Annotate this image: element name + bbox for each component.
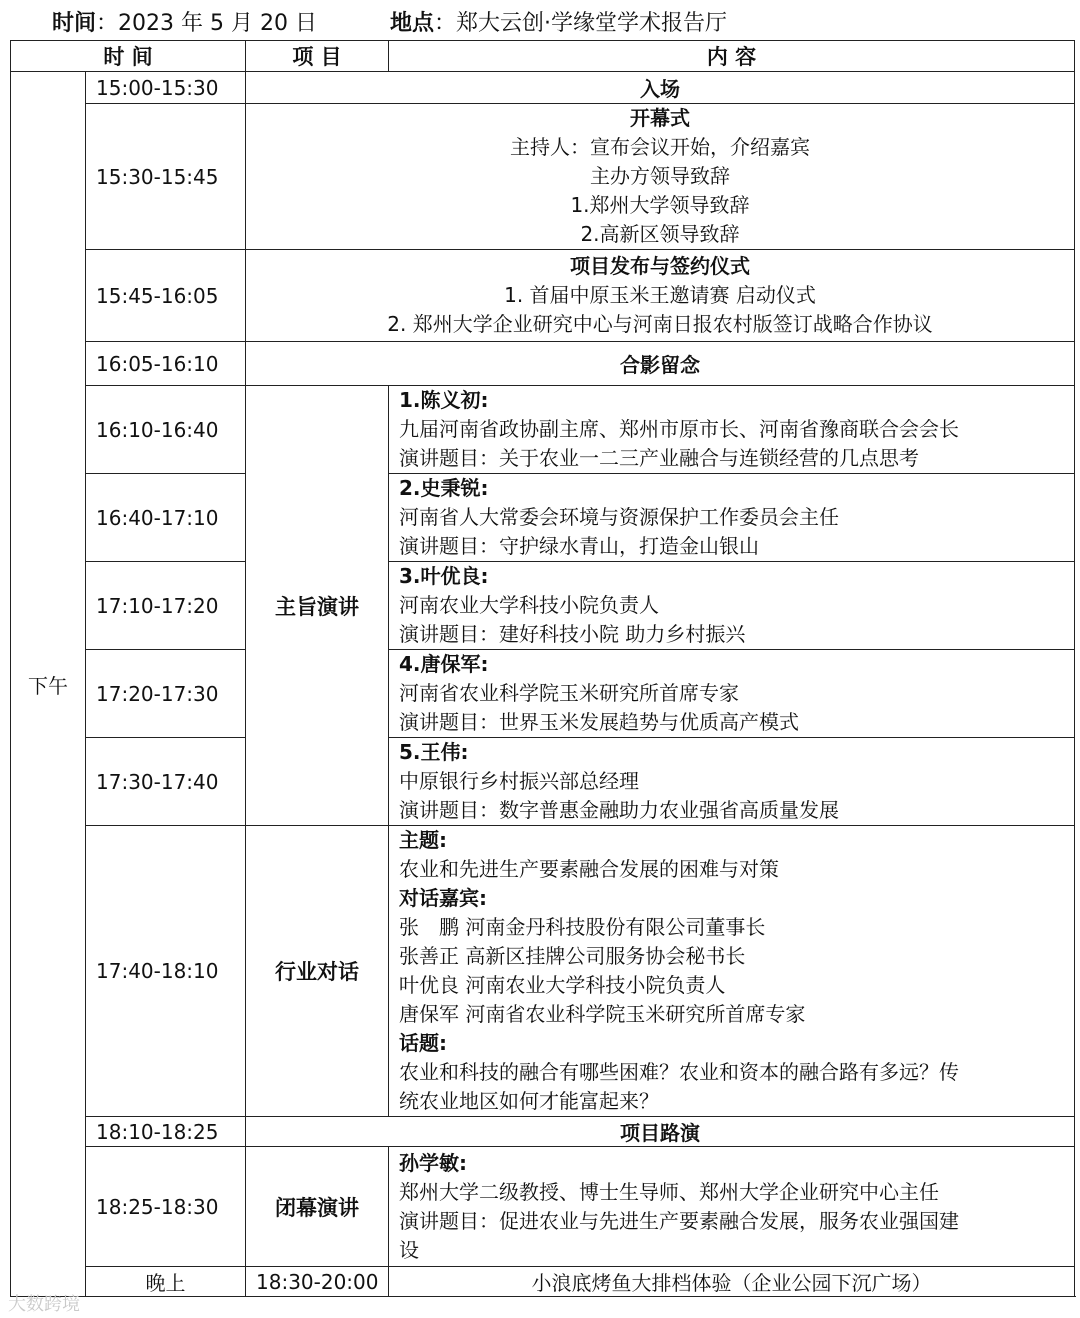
closing-cell [389, 1147, 1075, 1267]
speaker-name: 4.唐保军: [399, 652, 489, 676]
content-line: 1. 首届中原玉米王邀请赛 启动仪式 [504, 283, 816, 307]
guest-item: 唐保军 河南省农业科学院玉米研究所首席专家 [399, 1002, 806, 1026]
speaker-name: 3.叶优良: [399, 564, 489, 588]
signing-cell [246, 250, 1075, 342]
session-title: 合影留念 [246, 342, 1075, 386]
evening-activity: 小浪底烤鱼大排档体验（企业公园下沉广场） [389, 1267, 1075, 1297]
time-cell: 15:45-16:05 [86, 250, 246, 342]
time-cell: 17:10-17:20 [86, 562, 246, 650]
opening-cell [246, 104, 1075, 250]
content-line: 主持人：宣布会议开始，介绍嘉宾 [510, 135, 810, 159]
agenda-table [10, 40, 1075, 1297]
header-project: 项 目 [246, 41, 389, 72]
time-cell: 17:40-18:10 [86, 826, 246, 1117]
speaker-cell [389, 650, 1075, 738]
time-label: 时间 [52, 11, 97, 36]
time-cell: 18:30-20:00 [246, 1267, 389, 1297]
closing-label: 闭幕演讲 [246, 1147, 389, 1267]
time-cell: 16:40-17:10 [86, 474, 246, 562]
speaker-topic: 演讲题目：数字普惠金融助力农业强省高质量发展 [399, 798, 839, 822]
speaker-topic: 演讲题目：守护绿水青山，打造金山银山 [399, 534, 759, 558]
time-cell: 15:30-15:45 [86, 104, 246, 250]
content-line: 1.郑州大学领导致辞 [570, 193, 750, 217]
place-value: ：郑大云创·学缘堂学术报告厅 [434, 11, 728, 36]
speaker-topic: 演讲题目：建好科技小院 助力乡村振兴 [399, 622, 746, 646]
speaker-role: 中原银行乡村振兴部总经理 [399, 769, 639, 793]
guest-item: 张 鹏 河南金丹科技股份有限公司董事长 [399, 915, 766, 939]
speaker-name: 2.史秉锐: [399, 476, 489, 500]
speaker-name: 孙学敏: [399, 1150, 467, 1175]
time-cell: 17:30-17:40 [86, 738, 246, 826]
guest-item: 叶优良 河南农业大学科技小院负责人 [399, 973, 726, 997]
speaker-cell [389, 738, 1075, 826]
dialog-cell [389, 826, 1075, 1117]
content-line: 2.高新区领导致辞 [580, 222, 740, 246]
theme-text: 农业和先进生产要素融合发展的困难与对策 [399, 857, 779, 881]
speaker-topic: 演讲题目：关于农业一二三产业融合与连锁经营的几点思考 [399, 446, 919, 470]
content-line: 主办方领导致辞 [590, 164, 730, 188]
session-title: 项目路演 [246, 1117, 1075, 1147]
period-evening: 晚上 [86, 1267, 246, 1297]
speaker-role: 九届河南省政协副主席、郑州市原市长、河南省豫商联合会会长 [399, 417, 959, 441]
header-content: 内 容 [389, 41, 1075, 72]
keynote-label: 主旨演讲 [246, 386, 389, 826]
time-value: ：2023 年 5 月 20 日 [96, 11, 317, 36]
period-afternoon: 下午 [11, 72, 86, 1297]
topic-label: 话题: [399, 1031, 447, 1055]
speaker-topic: 设 [399, 1237, 419, 1262]
dialog-label: 行业对话 [246, 826, 389, 1117]
speaker-name: 5.王伟: [399, 740, 469, 764]
time-cell: 15:00-15:30 [86, 72, 246, 104]
speaker-topic: 演讲题目：世界玉米发展趋势与优质高产模式 [399, 710, 799, 734]
time-cell: 18:25-18:30 [86, 1147, 246, 1267]
session-title: 项目发布与签约仪式 [570, 254, 750, 278]
page-header [52, 6, 728, 37]
speaker-role: 河南省人大常委会环境与资源保护工作委员会主任 [399, 505, 839, 529]
topic-line: 统农业地区如何才能富起来？ [399, 1089, 659, 1113]
speaker-role: 河南省农业科学院玉米研究所首席专家 [399, 681, 739, 705]
time-cell: 16:05-16:10 [86, 342, 246, 386]
guests-label: 对话嘉宾: [399, 886, 487, 910]
speaker-role: 河南农业大学科技小院负责人 [399, 593, 659, 617]
watermark-text: 大数跨境 [8, 1294, 80, 1315]
speaker-cell [389, 474, 1075, 562]
header-time: 时 间 [11, 41, 246, 72]
speaker-topic: 演讲题目：促进农业与先进生产要素融合发展，服务农业强国建 [399, 1208, 959, 1233]
time-cell: 16:10-16:40 [86, 386, 246, 474]
session-title: 开幕式 [630, 106, 690, 130]
time-cell: 18:10-18:25 [86, 1117, 246, 1147]
speaker-role: 郑州大学二级教授、博士生导师、郑州大学企业研究中心主任 [399, 1179, 939, 1204]
place-label: 地点 [390, 11, 435, 36]
guest-item: 张善正 高新区挂牌公司服务协会秘书长 [399, 944, 746, 968]
content-line: 2. 郑州大学企业研究中心与河南日报农村版签订战略合作协议 [387, 312, 933, 336]
time-cell: 17:20-17:30 [86, 650, 246, 738]
session-title: 入场 [246, 72, 1075, 104]
speaker-name: 1.陈义初: [399, 388, 489, 412]
theme-label: 主题: [399, 828, 447, 852]
speaker-cell [389, 562, 1075, 650]
speaker-cell [389, 386, 1075, 474]
topic-line: 农业和科技的融合有哪些困难？农业和资本的融合路有多远？传 [399, 1060, 959, 1084]
location [390, 6, 727, 37]
